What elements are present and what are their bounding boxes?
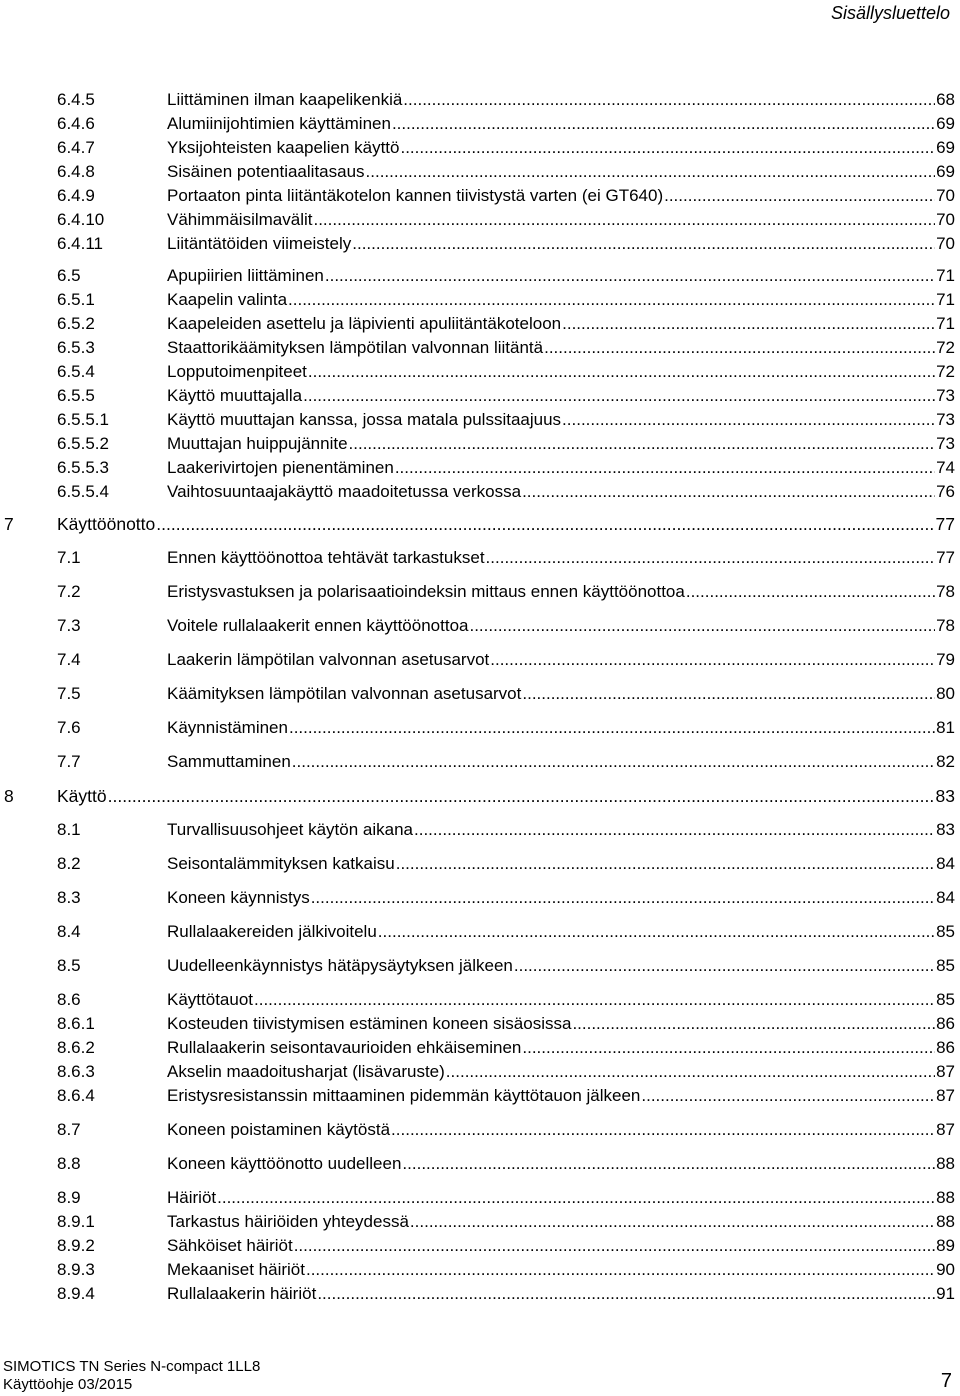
toc-dot-leader [562,314,935,334]
toc-entry-page: 85 [936,922,955,941]
toc-entry-title: Käämityksen lämpötilan valvonnan asetusarvot [167,684,522,703]
toc-dot-leader [391,1120,935,1140]
toc-entry-number: 6.4.6 [57,114,95,133]
toc-entry[interactable] [57,406,955,430]
toc-entry-number: 7.6 [57,718,81,737]
toc-entry-number: 6.4.7 [57,138,95,157]
toc-entry-page: 84 [936,888,955,907]
toc-entry-title: Vähimmäisilmavälit [167,210,313,229]
toc-entry-number: 8.9.4 [57,1284,95,1303]
toc-entry[interactable] [57,1232,955,1256]
toc-entry-number: 6.4.8 [57,162,95,181]
toc-entry[interactable] [57,134,955,158]
toc-entry[interactable] [57,578,955,602]
toc-dot-leader [522,1038,935,1058]
toc-dot-leader [410,1212,935,1232]
toc-entry-title: Liittäminen ilman kaapelikenkiä [167,90,403,109]
toc-entry-page: 79 [936,650,955,669]
toc-entry[interactable] [57,110,955,134]
toc-dot-leader [490,650,935,670]
toc-entry-number: 7.3 [57,616,81,635]
toc-entry[interactable] [57,680,955,704]
toc-entry-number: 6.5.5.2 [57,434,109,453]
toc-entry-page: 69 [936,138,955,157]
page-number: 7 [940,1370,952,1392]
toc-entry-number: 7.1 [57,548,81,567]
toc-entry-page: 71 [936,266,955,285]
toc-entry-page: 77 [936,548,955,567]
toc-entry-page: 89 [936,1236,955,1255]
toc-entry-title: Ennen käyttöönottoa tehtävät tarkastukset [167,548,485,567]
toc-dot-leader [414,820,935,840]
toc-entry-title: Käyttö [57,786,107,806]
toc-dot-leader [217,1188,935,1208]
toc-entry-title: Kaapelin valinta [167,290,288,309]
toc-entry-title: Liitäntätöiden viimeistely [167,234,352,253]
toc-entry-page: 69 [936,114,955,133]
toc-entry[interactable] [57,1082,955,1106]
toc-entry[interactable] [57,358,955,382]
toc-entry-title: Rullalaakerin seisontavaurioiden ehkäiseminen [167,1038,522,1057]
toc-entry-page: 90 [936,1260,955,1279]
toc-entry-title: Sisäinen potentiaalitasaus [167,162,365,181]
toc-entry[interactable] [57,646,955,670]
toc-entry-number: 8.6.3 [57,1062,95,1081]
toc-entry-title: Alumiinijohtimien käyttäminen [167,114,391,133]
toc-entry-page: 81 [936,718,955,737]
toc-entry-title: Tarkastus häiriöiden yhteydessä [167,1212,409,1231]
toc-entry-number: 6.5.2 [57,314,95,333]
toc-entry-number: 8.9.2 [57,1236,95,1255]
toc-entry[interactable] [57,262,955,286]
toc-entry-title: Vaihtosuuntaajakäyttö maadoitetussa verkossa [167,482,522,501]
toc-entry[interactable] [57,206,955,230]
toc-entry[interactable] [57,918,955,942]
toc-entry[interactable] [57,430,955,454]
toc-entry-number: 8.9.3 [57,1260,95,1279]
toc-entry-page: 86 [936,1014,955,1033]
toc-entry-page: 82 [936,752,955,771]
toc-dot-leader [664,186,935,206]
toc-entry[interactable] [57,310,955,334]
toc-entry-number: 6.5.5.3 [57,458,109,477]
toc-dot-leader [317,1284,935,1304]
toc-entry-page: 87 [936,1062,955,1081]
toc-dot-leader [378,922,935,942]
toc-entry-number: 7.4 [57,650,81,669]
toc-entry[interactable] [57,884,955,908]
toc-dot-leader [366,162,936,182]
toc-entry-number: 8.1 [57,820,81,839]
toc-dot-leader [514,956,935,976]
toc-dot-leader [325,266,935,286]
toc-entry[interactable] [57,1208,955,1232]
toc-entry-number: 6.4.11 [57,234,104,253]
toc-entry-page: 83 [935,786,955,806]
toc-entry-page: 73 [936,434,955,453]
toc-dot-leader [446,1062,935,1082]
toc-entry-page: 87 [936,1120,955,1139]
toc-entry[interactable] [57,1010,955,1034]
toc-entry-number: 8.9 [57,1188,81,1207]
toc-entry-number: 7.7 [57,752,81,771]
toc-entry-title: Lopputoimenpiteet [167,362,307,381]
toc-entry[interactable] [57,850,955,874]
toc-entry-title: Rullalaakerin häiriöt [167,1284,317,1303]
toc-entry-page: 86 [936,1038,955,1057]
toc-entry-title: Uudelleenkäynnistys hätäpysäytyksen jälkeen [167,956,513,975]
toc-entry-title: Eristysvastuksen ja polarisaatioindeksin mittaus ennen käyttöönottoa [167,582,685,601]
toc-dot-leader [349,434,936,454]
toc-entry-number: 8.6 [57,990,81,1009]
toc-entry-title: Portaaton pinta liitäntäkotelon kannen tiivistystä varten (ei GT640) [167,186,664,205]
toc-chapter-entry[interactable] [4,510,955,534]
toc-entry-number: 8.2 [57,854,81,873]
toc-entry[interactable] [57,334,955,358]
toc-entry[interactable] [57,1256,955,1280]
toc-dot-leader [313,210,935,230]
toc-entry[interactable] [57,1280,955,1304]
toc-dot-leader [544,338,935,358]
toc-entry-page: 77 [935,514,955,534]
toc-dot-leader [392,114,935,134]
toc-entry[interactable] [57,612,955,636]
toc-entry-title: Turvallisuusohjeet käytön aikana [167,820,414,839]
toc-entry-title: Häiriöt [167,1188,217,1207]
toc-entry-title: Käyttötauot [167,990,254,1009]
toc-entry-page: 73 [936,410,955,429]
toc-entry[interactable] [57,1184,955,1208]
toc-dot-leader [108,786,935,806]
toc-entry-number: 8 [4,786,14,806]
toc-entry-title: Mekaaniset häiriöt [167,1260,305,1279]
toc-dot-leader [522,482,935,502]
toc-entry-page: 70 [936,210,955,229]
toc-entry-title: Seisontalämmityksen katkaisu [167,854,395,873]
toc-dot-leader [306,1260,935,1280]
toc-entry-page: 91 [936,1284,955,1303]
toc-dot-leader [289,718,935,738]
toc-entry-number: 6.5.5.1 [57,410,109,429]
toc-entry-title: Voitele rullalaakerit ennen käyttöönottoa [167,616,469,635]
toc-entry-title: Muuttajan huippujännite [167,434,348,453]
toc-entry-number: 7.2 [57,582,81,601]
toc-dot-leader [294,1236,935,1256]
toc-entry[interactable] [57,86,955,110]
toc-entry-number: 8.5 [57,956,81,975]
toc-entry-title: Kosteuden tiivistymisen estäminen koneen sisäosissa [167,1014,572,1033]
toc-entry-title: Laakerivirtojen pienentäminen [167,458,394,477]
toc-entry-page: 68 [936,90,955,109]
toc-chapter-entry[interactable] [4,782,955,806]
toc-entry[interactable] [57,986,955,1010]
toc-entry[interactable] [57,1058,955,1082]
toc-entry-title: Käyttö muuttajalla [167,386,303,405]
toc-entry-number: 8.8 [57,1154,81,1173]
toc-entry[interactable] [57,816,955,840]
toc-entry-number: 6.5.1 [57,290,95,309]
toc-entry[interactable] [57,544,955,568]
toc-entry-number: 7 [4,514,14,534]
toc-entry[interactable] [57,1034,955,1058]
toc-entry-title: Käyttö muuttajan kanssa, jossa matala pulssitaajuus [167,410,562,429]
toc-entry-number: 8.7 [57,1120,81,1139]
toc-entry[interactable] [57,382,955,406]
toc-entry-page: 88 [936,1154,955,1173]
toc-entry[interactable] [57,1150,955,1174]
toc-entry-title: Sammuttaminen [167,752,291,771]
toc-entry-number: 6.5.5 [57,386,95,405]
section-title: Sisällysluettelo [830,3,950,23]
toc-entry-page: 80 [936,684,955,703]
toc-entry-number: 6.4.9 [57,186,95,205]
toc-dot-leader [288,290,935,310]
toc-entry-title: Sähköiset häiriöt [167,1236,293,1255]
toc-dot-leader [395,458,935,478]
toc-entry-page: 70 [936,186,955,205]
toc-entry-title: Eristysresistanssin mittaaminen pidemmän käyttötauon jälkeen [167,1086,641,1105]
toc-dot-leader [562,410,935,430]
toc-entry-number: 8.4 [57,922,81,941]
toc-entry-number: 6.5.5.4 [57,482,109,501]
toc-entry-page: 84 [936,854,955,873]
toc-entry-page: 72 [936,362,955,381]
toc-entry-title: Käynnistäminen [167,718,288,737]
toc-dot-leader [403,90,935,110]
toc-entry[interactable] [57,182,955,206]
toc-entry[interactable] [57,454,955,478]
toc-dot-leader [292,752,935,772]
toc-entry-number: 7.5 [57,684,81,703]
toc-entry-title: Koneen poistaminen käytöstä [167,1120,391,1139]
toc-entry-title: Akselin maadoitusharjat (lisävaruste) [167,1062,445,1081]
toc-entry-number: 8.3 [57,888,81,907]
toc-entry-number: 6.5 [57,266,81,285]
toc-entry-page: 76 [936,482,955,501]
toc-entry-page: 74 [936,458,955,477]
toc-entry-page: 85 [936,990,955,1009]
toc-dot-leader [254,990,935,1010]
toc-dot-leader [486,548,936,568]
toc-dot-leader [303,386,935,406]
toc-entry-page: 71 [936,314,955,333]
toc-dot-leader [572,1014,935,1034]
toc-entry-page: 88 [936,1212,955,1231]
footer-document: Käyttöohje 03/2015 [3,1376,133,1393]
toc-entry-page: 78 [936,582,955,601]
toc-entry-title: Rullalaakereiden jälkivoitelu [167,922,377,941]
toc-entry-page: 87 [936,1086,955,1105]
toc-dot-leader [400,138,935,158]
toc-entry-number: 8.6.4 [57,1086,95,1105]
toc-dot-leader [311,888,935,908]
toc-dot-leader [522,684,935,704]
footer [3,1358,260,1394]
toc-entry-number: 6.4.10 [57,210,105,229]
toc-dot-leader [352,234,935,254]
toc-dot-leader [156,514,934,534]
toc-entry-title: Käyttöönotto [57,514,156,534]
toc-entry[interactable] [57,230,955,254]
toc-entry-page: 85 [936,956,955,975]
toc-entry-title: Staattorikäämityksen lämpötilan valvonnan liitäntä [167,338,544,357]
toc-entry-page: 78 [936,616,955,635]
toc-entry-number: 8.9.1 [57,1212,95,1231]
toc-entry-title: Laakerin lämpötilan valvonnan asetusarvot [167,650,490,669]
toc-entry-number: 6.5.4 [57,362,95,381]
toc-entry-title: Apupiirien liittäminen [167,266,324,285]
toc-dot-leader [396,854,935,874]
toc-entry-title: Koneen käynnistys [167,888,310,907]
toc-dot-leader [641,1086,935,1106]
toc-entry-page: 72 [936,338,955,357]
toc-entry-title: Kaapeleiden asettelu ja läpivienti apuliitäntäkoteloon [167,314,562,333]
toc-dot-leader [686,582,935,602]
toc-entry-page: 71 [936,290,955,309]
toc-entry-page: 88 [936,1188,955,1207]
toc-entry-number: 8.6.1 [57,1014,95,1033]
toc-entry-number: 6.5.3 [57,338,95,357]
toc-entry[interactable] [57,714,955,738]
toc-entry-number: 8.6.2 [57,1038,95,1057]
toc-dot-leader [402,1154,935,1174]
toc-entry-page: 83 [936,820,955,839]
toc-entry-number: 6.4.5 [57,90,95,109]
toc-entry[interactable] [57,1116,955,1140]
toc-entry[interactable] [57,286,955,310]
toc-entry[interactable] [57,748,955,772]
toc-entry-page: 73 [936,386,955,405]
toc-dot-leader [469,616,935,636]
toc-entry[interactable] [57,158,955,182]
toc-dot-leader [308,362,935,382]
toc-entry[interactable] [57,478,955,502]
toc-entry-page: 69 [936,162,955,181]
toc-entry-title: Koneen käyttöönotto uudelleen [167,1154,402,1173]
toc-entry[interactable] [57,952,955,976]
footer-product: SIMOTICS TN Series N-compact 1LL8 [3,1358,261,1375]
toc-entry-title: Yksijohteisten kaapelien käyttö [167,138,400,157]
toc-entry-page: 70 [936,234,955,253]
